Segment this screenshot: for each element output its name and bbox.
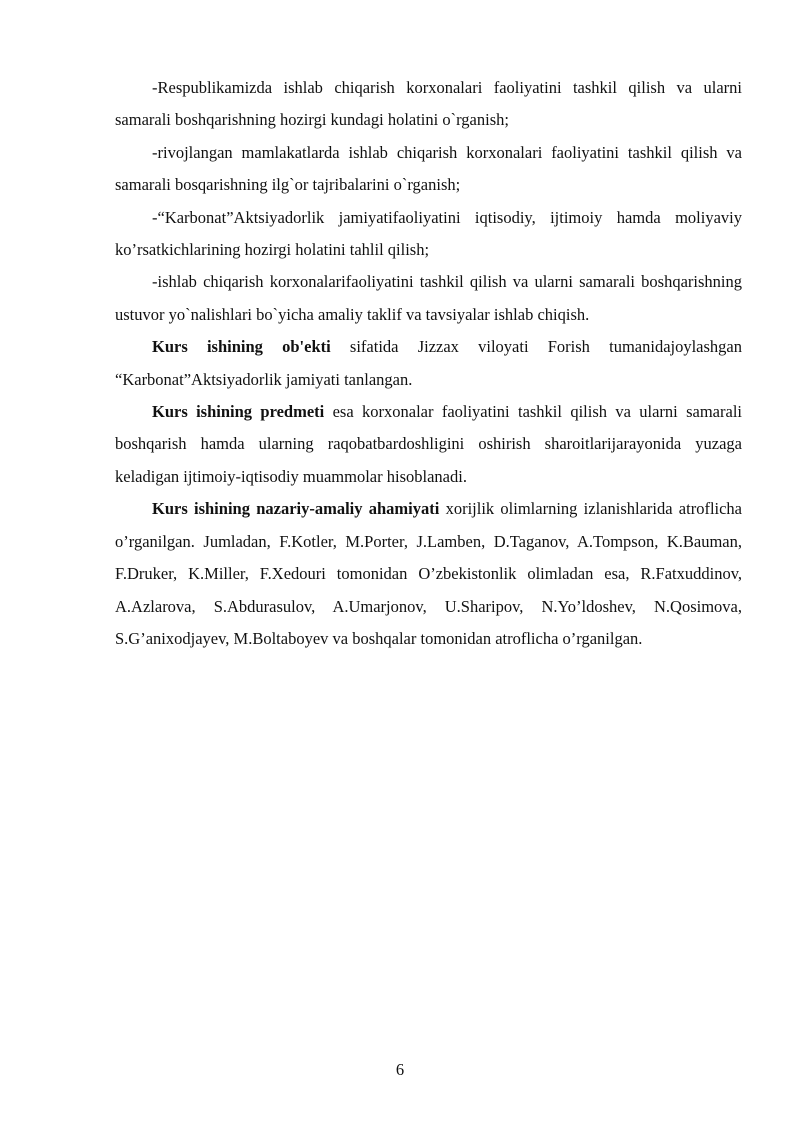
paragraph-text: esa korxonalar faoliyatini tashkil qilish va ularni samarali boshqarish hamda ularning raqobatbardoshligini oshirish sharoitlarijarayonida yuzaga keladigan ijtimoiy-iqtisodiy muammolar hisoblanadi. (115, 402, 742, 486)
paragraph-objective-3 (115, 202, 742, 267)
paragraph-text: -rivojlangan mamlakatlarda ishlab chiqarish korxonalari faoliyatini tashkil qilish va samarali bosqarishning ilg`or tajribalarini o`rganish; (115, 142, 742, 195)
paragraph-subject (115, 396, 742, 493)
paragraph-heading: Kurs ishining predmeti (152, 402, 325, 422)
paragraph-text: xorijlik olimlarning izlanishlarida atroflicha o’rganilgan. Jumladan, F.Kotler, M.Porter, J.Lamben, D.Taganov, A.Tompson, K.Bauman, F.Druker, K.Miller, F.Xedouri tomonidan O’zbekistonlik olimladan esa, R.Fatxuddinov, A.Azlarova, S.Abdurasulov, A.Umarjonov, U.Sharipov, N.Yo’ldoshev, N.Qosimova, S.G’anixodjayev, M.Boltaboyev va boshqalar tomonidan atroflicha o’rganilgan. (115, 499, 743, 648)
paragraph-text: -Respublikamizda ishlab chiqarish korxonalari faoliyatini tashkil qilish va ularni samarali boshqarishning hozirgi kundagi holatini o`rganish; (115, 78, 742, 130)
paragraph-heading: Kurs ishining nazariy-amaliy ahamiyati (152, 499, 440, 519)
paragraph-object (115, 331, 742, 396)
paragraph-text: -“Karbonat”Aktsiyadorlik jamiyatifaoliyatini iqtisodiy, ijtimoiy hamda moliyaviy ko’rsatkichlarining hozirgi holatini tahlil qilish; (115, 207, 742, 260)
paragraph-objective-1 (115, 72, 742, 137)
page-number: 6 (395, 1060, 405, 1079)
paragraph-objective-2 (115, 137, 742, 202)
paragraph-text: -ishlab chiqarish korxonalarifaoliyatini tashkil qilish va ularni samarali boshqarishning ustuvor yo`nalishlari bo`yicha amaliy taklif va tavsiyalar ishlab chiqish. (115, 272, 742, 324)
paragraph-heading: Kurs ishining ob'ekti (152, 337, 331, 357)
paragraph-objective-4 (115, 266, 742, 331)
paragraph-text: sifatida Jizzax viloyati Forish tumanidajoylashgan “Karbonat”Aktsiyadorlik jamiyati tanlangan. (115, 337, 742, 389)
paragraph-significance (115, 493, 742, 655)
document-body (115, 72, 742, 655)
